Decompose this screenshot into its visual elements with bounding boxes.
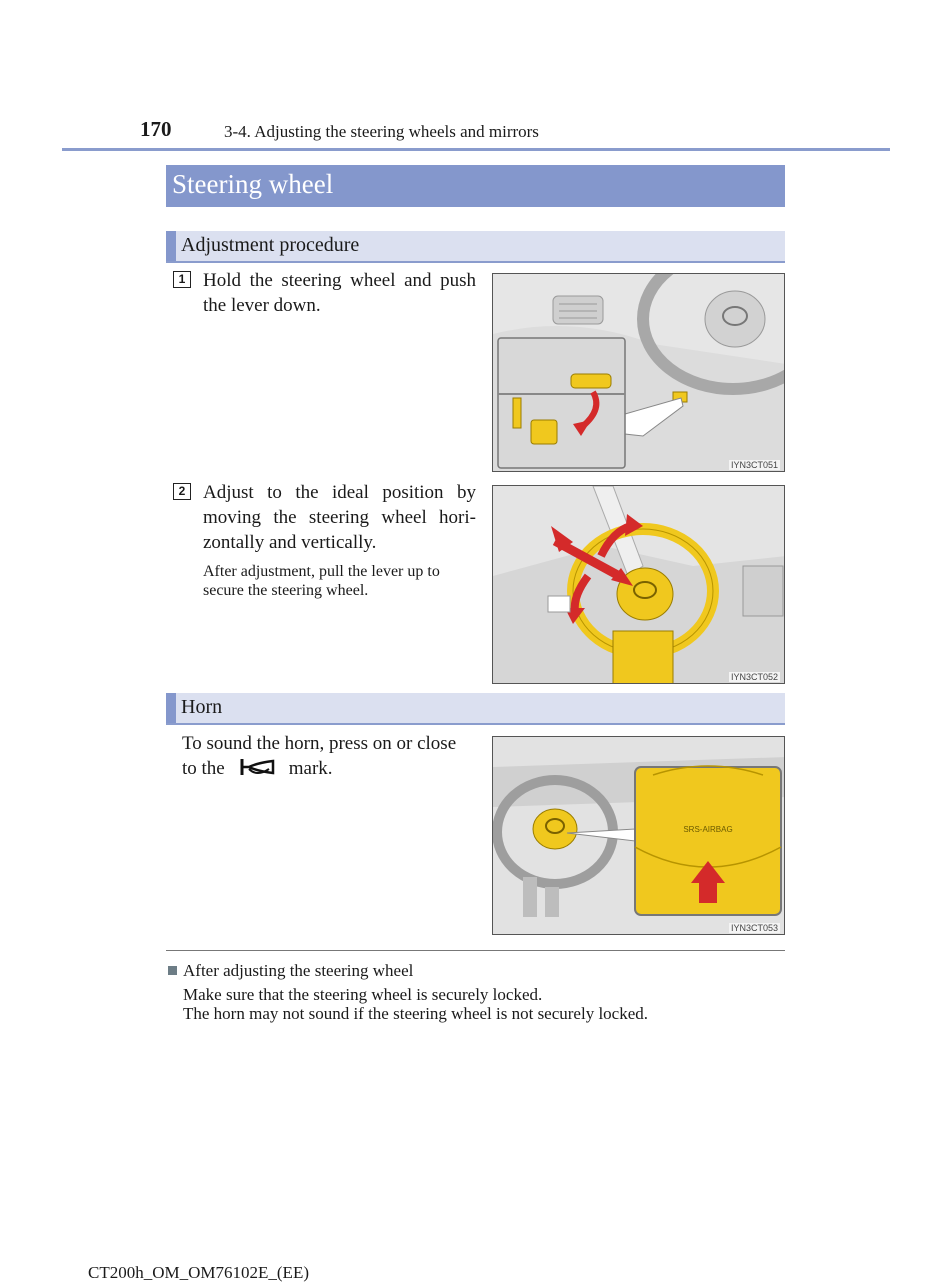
step-2-text: Adjust to the ideal position by moving the steering wheel hori-zontally and vertically.	[203, 482, 476, 553]
note-line-2: The horn may not sound if the steering wheel is not securely locked.	[183, 1004, 649, 1023]
horn-text-line-2	[182, 756, 477, 781]
horn-icon	[239, 757, 279, 775]
subsection-bar-horn	[166, 693, 785, 725]
illustration-wheel-adjust	[493, 486, 785, 684]
step-1-text: Hold the steering wheel and push the lever down.	[203, 270, 476, 316]
subsection-title-adjustment: Adjustment procedure	[181, 234, 360, 256]
step-number-1: 1	[173, 271, 191, 288]
note-heading: After adjusting the steering wheel	[183, 961, 414, 980]
horn-text-to-the: to the	[182, 758, 225, 779]
bullet-square	[168, 966, 177, 975]
note-line-1: Make sure that the steering wheel is securely locked.	[183, 985, 543, 1004]
subsection-bar-adjustment	[166, 231, 785, 263]
illustration-lever	[493, 274, 785, 472]
figure-horn	[492, 736, 785, 935]
step-number-2: 2	[173, 483, 191, 500]
figure-code-1: IYN3CT051	[730, 460, 778, 470]
step-2-note: After adjustment, pull the lever up to secure the steering wheel.	[203, 563, 440, 599]
footer-code: CT200h_OM_OM76102E_(EE)	[88, 1263, 309, 1282]
figure-label: SRS-AIRBAG	[683, 825, 733, 834]
subsection-title-horn: Horn	[181, 696, 223, 718]
figure-code-2: IYN3CT052	[730, 672, 778, 682]
horn-text	[182, 731, 477, 781]
page-number: 170	[140, 117, 172, 141]
section-title-bar	[166, 165, 785, 207]
figure-lever-release	[492, 273, 785, 472]
horn-text-mark: mark.	[288, 758, 333, 779]
illustration-horn	[493, 737, 785, 935]
running-header: 3-4. Adjusting the steering wheels and mirrors	[224, 122, 539, 141]
section-title: Steering wheel	[172, 169, 334, 199]
section-divider	[166, 950, 785, 951]
horn-text-line-1: To sound the horn, press on or close	[182, 733, 457, 754]
figure-code-3: IYN3CT053	[730, 923, 778, 933]
header-rule	[62, 148, 890, 151]
figure-wheel-adjust	[492, 485, 785, 684]
